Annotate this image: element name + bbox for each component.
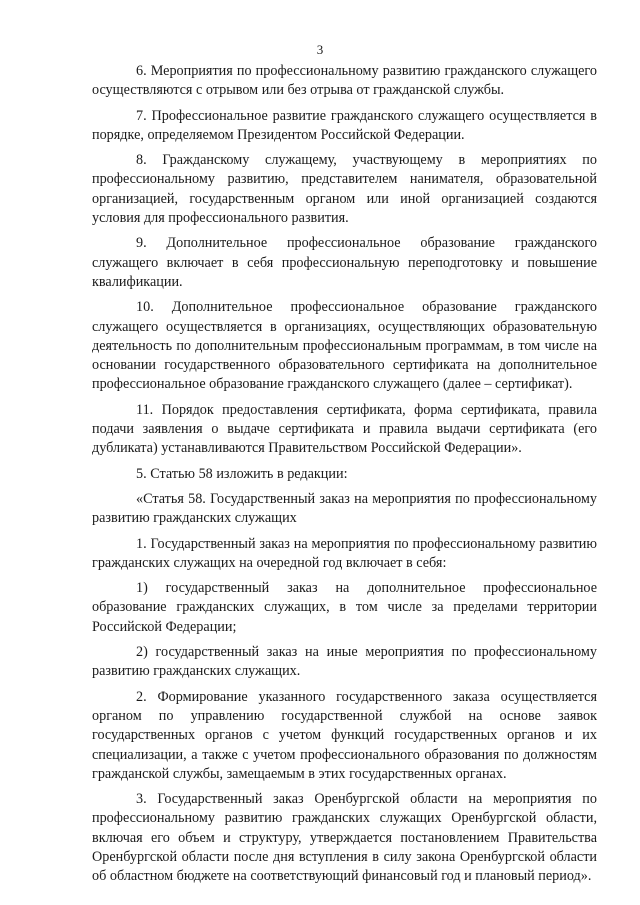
paragraph-item-9: 9. Дополнительное профессиональное образование гражданского служащего включает в себя профессиональную переподготовку и повышение квалификации. bbox=[92, 235, 597, 290]
paragraph-item-7: 7. Профессиональное развитие гражданского служащего осуществляется в порядке, определяемом Президентом Российской Федерации. bbox=[92, 107, 597, 143]
body-text bbox=[92, 62, 597, 893]
article-paragraph-2: 2. Формирование указанного государственного заказа осуществляется органом по управлению государственной службой на основе заявок государственных органов с учетом функций государственных органов и их специализации, а также с учетом профессионального образования по должностям гражданской службы, замещаемым в этих государственных органах. bbox=[92, 688, 597, 782]
paragraph-item-10: 10. Дополнительное профессиональное образование гражданского служащего осуществляется в организациях, осуществляющих образовательную деятельность по дополнительным профессиональным программам, в том числе на основании государственного образовательного сертификата на дополнительное профессиональное образование гражданского служащего (далее – сертификат). bbox=[92, 299, 597, 393]
article-heading: «Статья 58. Государственный заказ на мероприятия по профессиональному развитию гражданских служащих bbox=[92, 490, 597, 527]
article-paragraph-3: 3. Государственный заказ Оренбургской области на мероприятия по профессиональному развитию гражданских служащих Оренбургской области, включая его объем и структуру, утверждается постановлением Правительства Оренбургской области после дня вступления в силу закона Оренбургской области об областном бюджете на соответствующий финансовый год и плановый период». bbox=[92, 791, 597, 885]
amendment-instruction: 5. Статью 58 изложить в редакции: bbox=[136, 465, 348, 482]
page-number: 3 bbox=[316, 42, 324, 57]
article-paragraph-1: 1. Государственный заказ на мероприятия по профессиональному развитию гражданских служащих на очередной год включает в себя: bbox=[92, 535, 597, 571]
paragraph-item-8: 8. Гражданскому служащему, участвующему в мероприятиях по профессиональному развитию, представителем нанимателя, образовательной организацией, государственным органом или иной организацией создаются условия для профессионального развития. bbox=[92, 152, 597, 227]
article-subitem-2: 2) государственный заказ на иные мероприятия по профессиональному развитию гражданских служащих. bbox=[92, 644, 597, 680]
paragraph-item-6: 6. Мероприятия по профессиональному развитию гражданского служащего осуществляются с отрывом или без отрыва от гражданской службы. bbox=[92, 63, 597, 99]
article-subitem-1: 1) государственный заказ на дополнительное профессиональное образование гражданских служащих, в том числе за пределами территории Российской Федерации; bbox=[92, 580, 597, 635]
paragraph-item-11: 11. Порядок предоставления сертификата, форма сертификата, правила подачи заявления о выдаче сертификата и правила выдачи сертификата (его дубликата) устанавливаются Правительством Российской Федерации». bbox=[92, 401, 597, 457]
